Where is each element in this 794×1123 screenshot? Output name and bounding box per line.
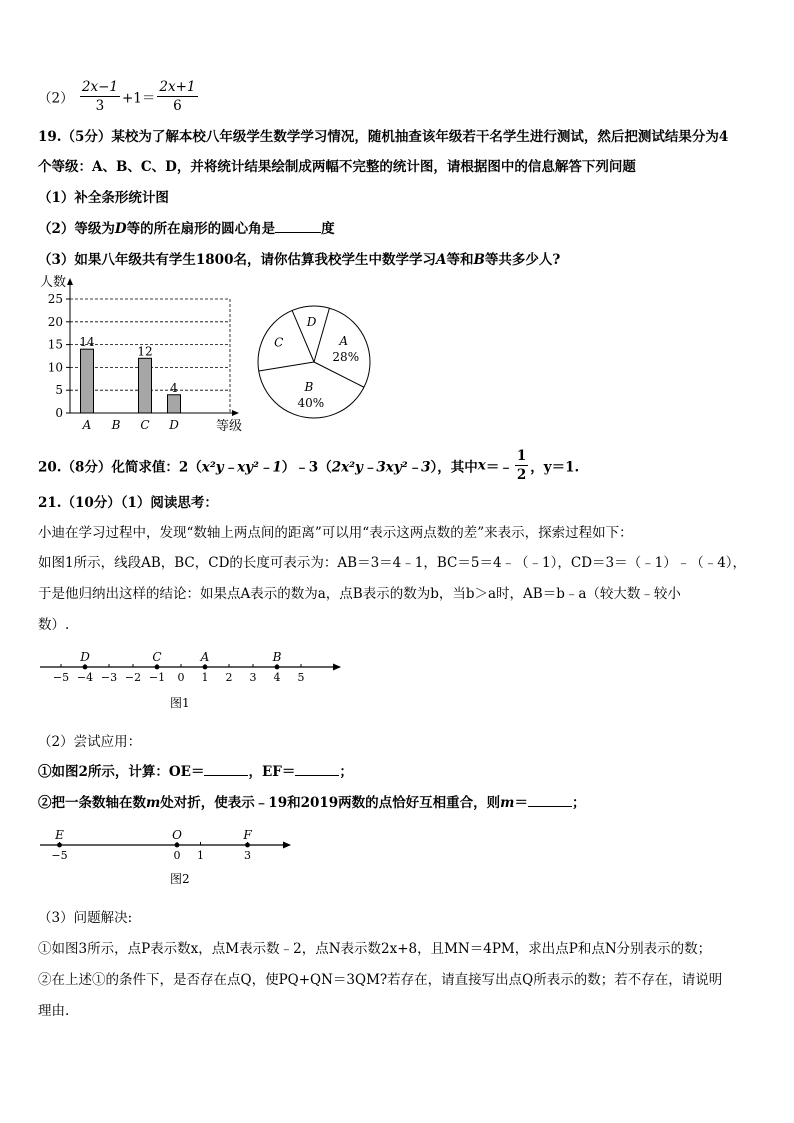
point-label-B: B (272, 650, 282, 664)
q18-rhs-fraction (157, 78, 197, 115)
q19-sub3 (38, 248, 560, 268)
figure1-number-line (38, 645, 348, 713)
q19-line2: 个等级：A、B、C、D，并将统计结果绘制成两幅不完整的统计图，请根据图中的信息解答下列问题 (38, 159, 636, 175)
q19-sub2-unit: 度 (321, 221, 335, 237)
m-blank[interactable] (528, 794, 572, 807)
q20-xvar: x (477, 457, 486, 474)
pie-label-A: A (339, 333, 349, 348)
q19-sub3-post: 等共多少人? (484, 252, 561, 268)
point-label-O: O (172, 828, 182, 842)
point-F (245, 843, 250, 848)
bar-ytick-label: 5 (55, 383, 63, 398)
q21-sub3-2: ②在上述①的条件下，是否存在点Q，使PQ+QN＝3QM?若存在，请直接写出点Q所表示的数；若不存在，请说明 (38, 972, 723, 988)
number-line-tick-label: 1 (201, 671, 209, 684)
q19-sub2 (38, 217, 335, 237)
point-E (57, 843, 62, 848)
q20-frac-den: 2 (516, 467, 527, 483)
number-line-tick-label: −2 (124, 671, 142, 684)
point-C (155, 665, 160, 670)
bar-xtick-A: A (82, 418, 92, 432)
q19-sub2-var: D (114, 221, 127, 237)
pie-label-C: C (274, 335, 284, 350)
figure2-caption: 图2 (170, 872, 190, 886)
bar-data-label-A: 14 (79, 335, 95, 350)
q18-lhs-num: 2x−1 (81, 79, 118, 95)
number-line-tick-label: 0 (177, 671, 185, 684)
q21-sub2-2-eq: ＝ (514, 795, 528, 811)
figure1-caption: 图1 (170, 696, 190, 710)
number-line-tick-label: −4 (76, 671, 94, 684)
pie-value-A: 28% (332, 349, 360, 364)
q21-sub2-2-m2: m (500, 795, 515, 811)
pie-value-B: 40% (297, 396, 325, 411)
q21-sub2-1 (38, 760, 353, 780)
number-line-tick-label: −5 (52, 671, 70, 684)
q18-rhs-den: 6 (173, 98, 182, 114)
bar-ytick-label: 25 (47, 292, 63, 306)
q21-p3: 于是他归纳出这样的结论：如果点A表示的数为a，点B表示的数为b，当b＞a时，AB＝b﹣a（较大数﹣较小 (38, 586, 681, 602)
point-A (203, 665, 208, 670)
q21-sub2-2-pre: ②把一条数轴在数 (38, 795, 146, 811)
q21-sub2-1-post: ； (339, 764, 353, 780)
bar-ytick-label: 20 (47, 314, 63, 329)
q19-sub1: （1）补全条形统计图 (38, 190, 169, 206)
point-label-A: A (200, 650, 210, 664)
q21-p4: 数）. (38, 617, 70, 633)
number-line-tick-label: 5 (297, 671, 305, 684)
bar-ytick-label: 0 (55, 406, 63, 420)
q21-sub2-2-m: m (146, 795, 161, 811)
q21-sub3-1: ①如图3所示，点P表示数x，点M表示数﹣2，点N表示数2x+8，且MN＝4PM，求出点P和点N分别表示的数； (38, 941, 712, 957)
q18-lhs-den: 3 (95, 98, 105, 114)
bar-xtick-C: C (140, 418, 150, 432)
q21-sub2-2-mid: 处对折，使表示﹣19和2019两数的点恰好互相重合，则 (160, 795, 501, 811)
q21-sub2: （2）尝试应用： (38, 734, 142, 750)
q18-lhs-tail: +1＝ (122, 90, 156, 107)
q18-equation (38, 78, 200, 115)
bar-chart-xlabel: 等级 (216, 419, 243, 434)
q20-expr2: 2x²y﹣3xy²﹣3 (331, 459, 431, 476)
q19-sub2-post: 等的所在扇形的圆心角是 (126, 221, 276, 237)
point-B (275, 665, 280, 670)
bar-data-label-C: 12 (137, 344, 153, 359)
q20-frac-num: 1 (516, 448, 527, 464)
q19-sub3-mid: 等和 (446, 252, 474, 268)
q19-sub3-a: A (435, 252, 447, 268)
q20-text-c: ），其中 (430, 459, 478, 476)
number-line-tick-label: 1 (197, 849, 204, 862)
number-line-arrow (333, 664, 341, 671)
q20 (38, 447, 579, 484)
q19-sub3-b: B (473, 252, 485, 268)
q21-sub2-2-post: ； (571, 795, 586, 811)
q21-head: 21.（10分）（1）阅读思考： (38, 495, 218, 511)
number-line-tick-label: 0 (173, 849, 181, 862)
oe-blank[interactable] (204, 763, 248, 776)
number-line-tick-label: −1 (148, 671, 166, 684)
bar-xtick-D: D (169, 418, 179, 432)
pie-label-B: B (304, 380, 314, 395)
bar-data-label-D: 4 (170, 380, 178, 395)
bar-ytick-label: 10 (47, 360, 63, 375)
point-label-E: E (55, 828, 64, 842)
q19-sub2-pre: （2）等级为 (38, 221, 115, 237)
point-D (83, 665, 88, 670)
bar-chart (38, 272, 258, 434)
number-line-tick-label: 2 (225, 671, 233, 684)
q20-tail: ，y＝1. (530, 459, 580, 476)
q21-p1: 小迪在学习过程中，发现“数轴上两点间的距离”可以用“表示这两点数的差”来表示，探索过程如下： (38, 525, 633, 541)
q20-text-a: 20.（8分）化简求值：2（ (38, 459, 202, 476)
number-line-tick-label: −5 (51, 849, 68, 862)
figure2-number-line (38, 823, 298, 891)
q19-line1: 19.（5分）某校为了解本校八年级学生数学学习情况，随机抽查该年级若干名学生进行测试，然后把测试结果分为4 (38, 129, 729, 145)
bar-C (139, 358, 152, 413)
point-O (175, 843, 180, 848)
q19-sub3-pre: （3）如果八年级共有学生1800名，请你估算我校学生中数学学习 (38, 252, 436, 268)
q21-sub2-2 (38, 791, 585, 811)
number-line-tick-label: 3 (249, 671, 257, 684)
bar-xtick-B: B (111, 418, 121, 432)
point-label-D: D (80, 650, 90, 664)
number-line-tick-label: 4 (273, 671, 281, 684)
number-line-tick-label: −3 (100, 671, 118, 684)
point-label-F: F (243, 828, 252, 842)
q21-p2: 如图1所示，线段AB，BC，CD的长度可表示为：AB＝3＝4﹣1，BC＝5＝4﹣（﹣1），CD＝3＝（﹣1）﹣（﹣4）， (38, 555, 747, 571)
bar-x-axis-arrow (232, 410, 239, 416)
q21-sub2-1-mid: ，EF＝ (248, 764, 296, 780)
bar-chart-ylabel: 人数 (40, 275, 67, 290)
q21-sub2-1-pre: ①如图2所示，计算：OE＝ (38, 764, 205, 780)
q21-sub3-3: 理由. (38, 1003, 70, 1019)
bar-y-axis-arrow (67, 278, 73, 285)
pie-label-D: D (306, 314, 317, 329)
q20-eq: ＝﹣ (485, 459, 513, 476)
bar-A (81, 349, 94, 413)
ef-blank[interactable] (295, 763, 339, 776)
q18-rhs-num: 2x+1 (159, 79, 196, 95)
bar-ytick-label: 15 (47, 337, 63, 352)
q18-label: （2） (38, 90, 74, 107)
number-line-tick-label: 3 (244, 849, 251, 862)
q19-sub2-blank[interactable] (275, 220, 321, 233)
bar-D (168, 395, 181, 413)
pie-chart (252, 305, 382, 425)
number-line-arrow (283, 842, 291, 849)
point-label-C: C (152, 650, 162, 664)
q20-fraction (515, 447, 528, 484)
q21-sub3: （3）问题解决: (38, 910, 133, 926)
q20-text-b: ）﹣3（ (281, 459, 332, 476)
q18-lhs-fraction (80, 78, 120, 115)
q20-expr1: x²y﹣xy²﹣1 (201, 459, 282, 476)
